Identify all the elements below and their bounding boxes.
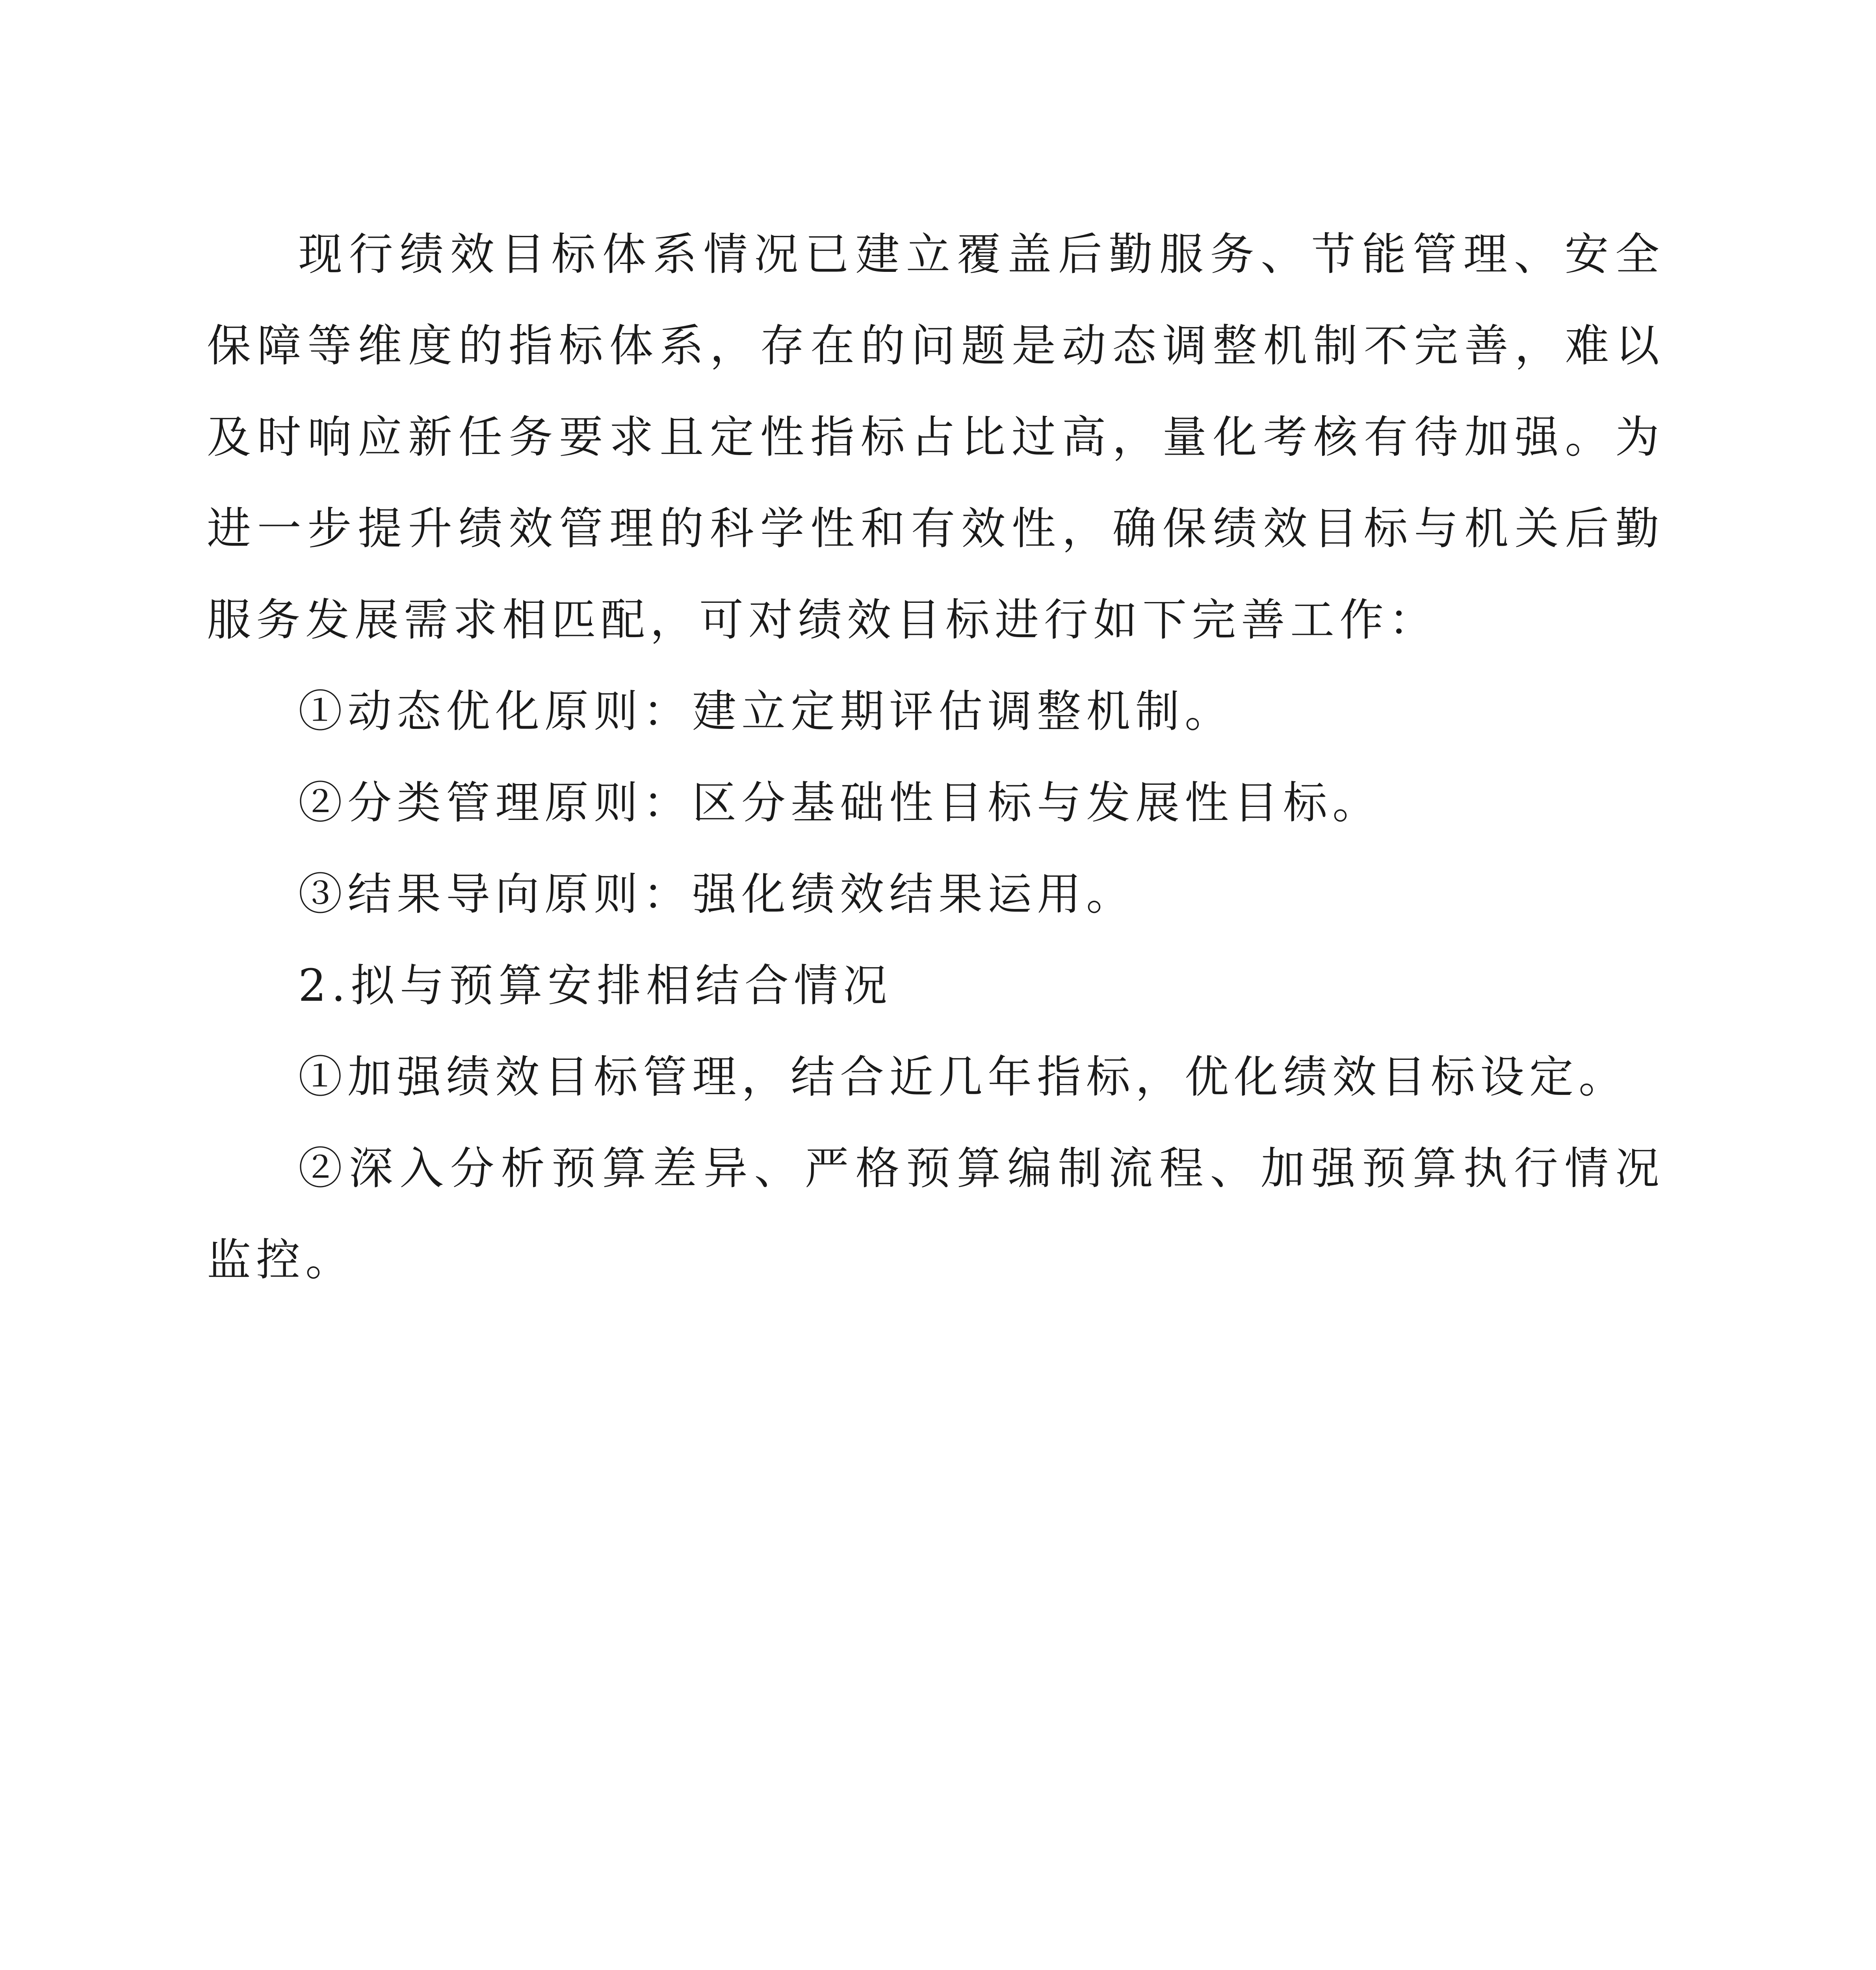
list-item-dynamic-optimization: ①动态优化原则：建立定期评估调整机制。 [298,686,1234,737]
document-body [207,209,1664,1306]
list-item-classified-management: ②分类管理原则：区分基础性目标与发展性目标。 [298,777,1382,829]
list-item-result-oriented: ③结果导向原则：强化绩效结果运用。 [298,869,1135,920]
list-item-strengthen-target-management: ①加强绩效目标管理，结合近几年指标，优化绩效目标设定。 [298,1052,1628,1103]
section-heading-budget-integration: 2.拟与预算安排相结合情况 [298,960,892,1011]
paragraph-performance-system: 现行绩效目标体系情况已建立覆盖后勤服务、节能管理、安全保障等维度的指标体系，存在的问题是动态调整机制不完善，难以及时响应新任务要求且定性指标占比过高，量化考核有待加强。为进一步提升绩效管理的科学性和有效性，确保绩效目标与机关后勤服务发展需求相匹配，可对绩效目标进行如下完善工作： [207,229,1664,646]
list-item-budget-analysis: ②深入分析预算差异、严格预算编制流程、加强预算执行情况监控。 [207,1143,1664,1286]
